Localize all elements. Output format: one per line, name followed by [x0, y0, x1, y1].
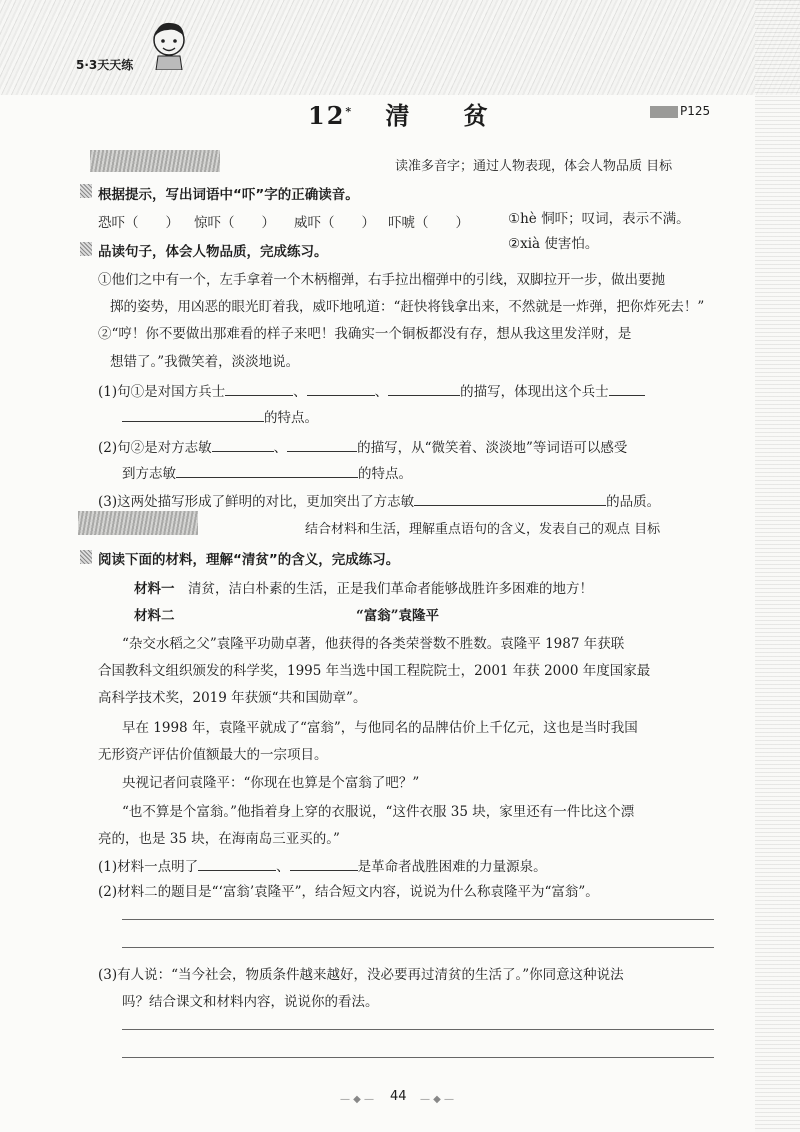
q2-title: 品读句子，体会人物品质，完成练习。 — [98, 244, 328, 260]
material-1-label: 材料一 — [134, 581, 175, 597]
material-1 — [134, 577, 593, 597]
answer-line[interactable] — [122, 1029, 714, 1030]
material-2-title: “富翁”袁隆平 — [356, 608, 440, 624]
q1-title: 根据提示，写出词语中“吓”字的正确读音。 — [98, 187, 359, 203]
q2-p2-text-c: 的描写，从“微笑着、淡淡地”等词语可以感受 — [357, 440, 628, 456]
material-2-p2-l1: 早在 1998 年，袁隆平就成了“富翁”，与他同名的品牌估价上千亿元，这也是当时我国 — [122, 720, 638, 736]
section-tab-2 — [78, 511, 198, 535]
q3-part-1 — [98, 855, 547, 875]
q1-word-3: 威吓（ ） — [294, 215, 375, 231]
mascot-icon — [148, 18, 190, 70]
q2-part-1-line-2 — [122, 406, 318, 426]
material-2-p2-l2: 无形资产评估价值额最大的一宗项目。 — [98, 747, 328, 763]
footer-decoration-left: — ◆ — — [340, 1094, 375, 1105]
answer-ref-icon — [650, 106, 678, 118]
material-2-p1-l3: 高科学技术奖，2019 年获颁“共和国勋章”。 — [98, 690, 367, 706]
q2-part-1-line-1 — [98, 380, 645, 400]
question-marker-1 — [80, 184, 92, 198]
q3-p1-text-a: (1)材料一点明了 — [98, 859, 199, 875]
q2-sentence-2-line-2: 想错了。”我微笑着，淡淡地说。 — [110, 354, 300, 370]
answer-blank[interactable] — [609, 394, 645, 396]
q2-part-3 — [98, 490, 660, 510]
answer-line[interactable] — [122, 919, 714, 920]
page-reference — [650, 104, 710, 118]
q3-title: 阅读下面的材料，理解“清贫”的含义，完成练习。 — [98, 552, 400, 568]
footer-decoration-right: — ◆ — — [420, 1094, 455, 1105]
answer-blank[interactable] — [414, 504, 606, 506]
material-1-text: 清贫，洁白朴素的生活，正是我们革命者能够战胜许多困难的地方！ — [188, 581, 593, 597]
answer-blank[interactable] — [212, 450, 274, 452]
q2-p2-text-a: (2)句②是对方志敏 — [98, 440, 212, 456]
scan-edge — [755, 0, 800, 1132]
q3-p1-text-b: 、 — [276, 859, 290, 875]
q2-part-2-line-2 — [122, 462, 412, 482]
material-2-p4-l2: 亮的，也是 35 块，在海南岛三亚买的。” — [98, 831, 340, 847]
q3-part-3-l2: 吗？结合课文和材料内容，说说你的看法。 — [122, 994, 379, 1010]
q2-p3-text-b: 的品质。 — [606, 494, 661, 510]
q2-p1-text-d: 的描写，体现出这个兵士 — [460, 384, 609, 400]
q2-p2-text-e: 的特点。 — [358, 466, 412, 482]
brand-label: 5·3天天练 — [76, 58, 134, 72]
q2-p2-text-d: 到方志敏 — [122, 466, 176, 482]
question-marker-2 — [80, 242, 92, 256]
q2-p1-text-b: 、 — [293, 384, 307, 400]
material-2-p4-l1: “也不算是个富翁。”他指着身上穿的衣服说，“这件衣服 35 块，家里还有一件比这个漂 — [122, 804, 635, 820]
material-2-p1-l2: 合国教科文组织颁发的科学奖，1995 年当选中国工程院院士，2001 年获 2000 年度国家最 — [98, 663, 651, 679]
answer-blank[interactable] — [122, 420, 264, 422]
answer-blank[interactable] — [307, 394, 375, 396]
section-tab-1 — [90, 150, 220, 172]
lesson-name: 清 贫 — [385, 101, 490, 130]
answer-blank[interactable] — [388, 394, 460, 396]
q3-part-2: (2)材料二的题目是“‘富翁’袁隆平”，结合短文内容，说说为什么称袁隆平为“富翁”。 — [98, 884, 599, 900]
answer-blank[interactable] — [176, 476, 358, 478]
answer-blank[interactable] — [290, 869, 358, 871]
answer-blank[interactable] — [198, 869, 276, 871]
q2-sentence-2-line-1: ②“哼！你不要做出那难看的样子来吧！我确实一个铜板都没有存，想从我这里发洋财，是 — [98, 326, 632, 342]
page-ref-text: P125 — [680, 104, 711, 118]
answer-line[interactable] — [122, 1057, 714, 1058]
q2-part-2-line-1 — [98, 436, 627, 456]
page-number: 44 — [390, 1089, 407, 1104]
material-2-label: 材料二 — [134, 608, 175, 624]
material-2-p3: 央视记者问袁隆平：“你现在也算是个富翁了吧？” — [122, 775, 420, 791]
answer-blank[interactable] — [287, 450, 357, 452]
q2-p2-text-b: 、 — [273, 440, 288, 456]
q2-sentence-1-line-2: 掷的姿势，用凶恶的眼光盯着我，威吓地吼道：“赶快将钱拿出来，不然就是一炸弹，把你炸死去！” — [110, 299, 705, 315]
q2-p3-text-a: (3)这两处描写形成了鲜明的对比，更加突出了方志敏 — [98, 494, 415, 510]
answer-blank[interactable] — [225, 394, 293, 396]
answer-line[interactable] — [122, 947, 714, 948]
section-2-goal: 结合材料和生活，理解重点语句的含义，发表自己的观点 目标 — [305, 522, 661, 537]
section-1-goal: 读准多音字；通过人物表现，体会人物品质 目标 — [395, 159, 673, 174]
q2-sentence-1-line-1: ①他们之中有一个，左手拿着一个木柄榴弹，右手拉出榴弹中的引线，双脚拉开一步，做出要抛 — [98, 272, 665, 288]
lesson-title: 12* 清 贫 — [308, 101, 490, 130]
q2-p1-text-e: 的特点。 — [264, 410, 318, 426]
q1-word-2: 惊吓（ ） — [194, 215, 275, 231]
q3-p1-text-c: 是革命者战胜困难的力量源泉。 — [357, 859, 547, 875]
question-marker-3 — [80, 550, 92, 564]
q2-p1-text-c: 、 — [374, 384, 389, 400]
q3-part-3-l1: (3)有人说：“当今社会，物质条件越来越好，没必要再过清贫的生活了。”你同意这种说法 — [98, 967, 624, 983]
header-noise — [0, 0, 800, 95]
lesson-number: 12 — [308, 101, 346, 130]
q1-hint-2: ②xià 使害怕。 — [508, 236, 599, 252]
q1-word-1: 恐吓（ ） — [98, 215, 179, 231]
material-2-p1-l1: “杂交水稻之父”袁隆平功勋卓著，他获得的各类荣誉数不胜数。袁隆平 1987 年获联 — [122, 636, 625, 652]
q2-p1-text-a: (1)句①是对国方兵士 — [98, 384, 226, 400]
q1-word-4: 吓唬（ ） — [388, 215, 469, 231]
q1-hint-1: ①hè 恫吓；叹词，表示不满。 — [508, 211, 690, 227]
